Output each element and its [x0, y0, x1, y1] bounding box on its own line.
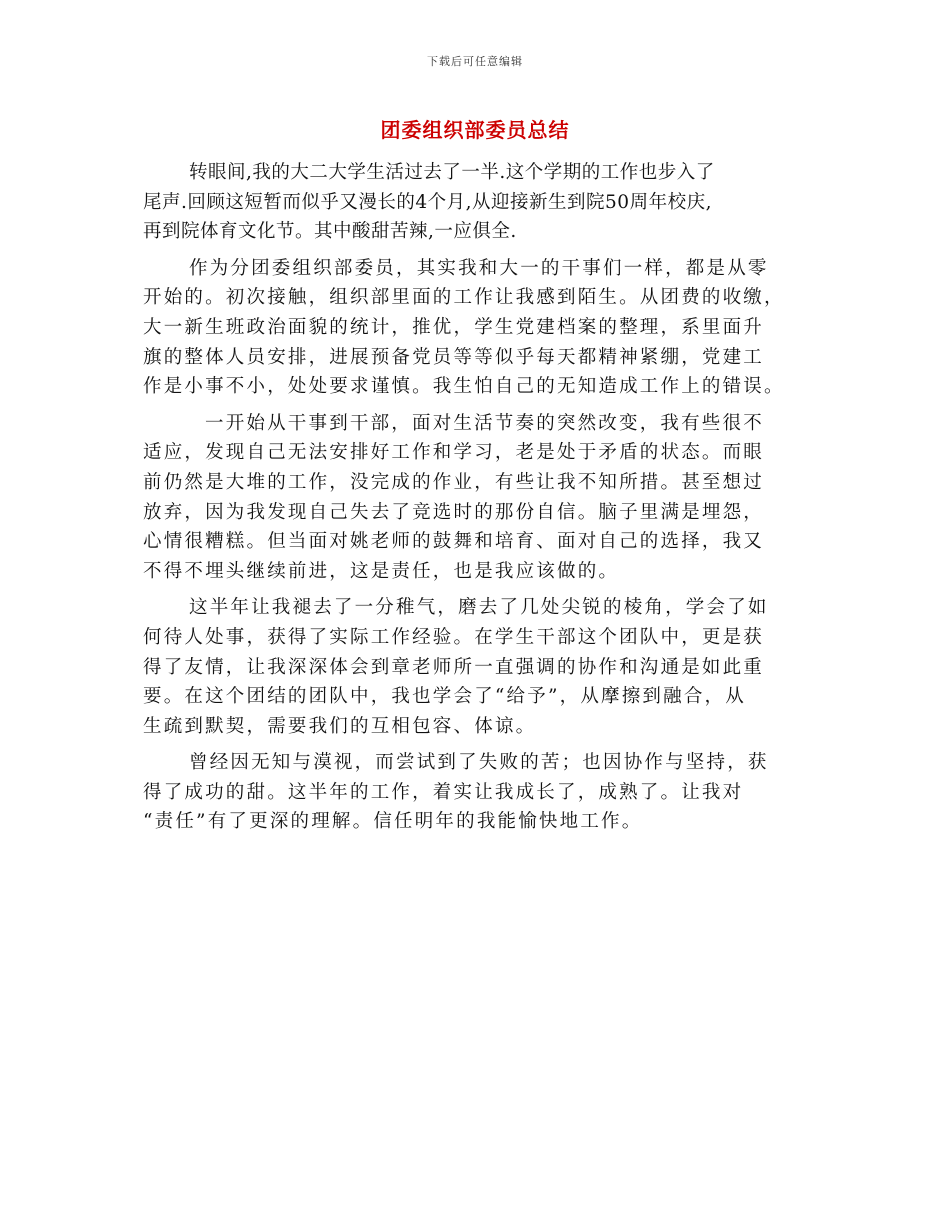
- paragraph-4: [143, 593, 813, 741]
- paragraph-line: 不得不埋头继续前进，这是责任，也是我应该做的。: [143, 560, 620, 582]
- paragraph-line: 前仍然是大堆的工作，没完成的作业，有些让我不知所措。甚至想过: [143, 471, 765, 493]
- document-title: 团委组织部委员总结: [380, 118, 570, 142]
- paragraph-5: [143, 748, 813, 837]
- paragraph-line: 再到院体育文化节。其中酸甜苦辣,一应俱全.: [143, 221, 517, 243]
- paragraph-line: 作为分团委组织部委员，其实我和大一的干事们一样，都是从零: [189, 257, 769, 279]
- paragraph-line: 生疏到默契，需要我们的互相包容、体谅。: [143, 715, 537, 737]
- paragraph-3: [143, 409, 813, 587]
- header-note: 下载后可任意编辑: [427, 55, 523, 68]
- paragraph-line: 何待人处事，获得了实际工作经验。在学生干部这个团队中，更是获: [143, 626, 765, 648]
- paragraph-line: 曾经因无知与漠视，而尝试到了失败的苦；也因协作与坚持，获: [189, 752, 769, 774]
- paragraph-line: 放弃，因为我发现自己失去了竞选时的那份自信。脑子里满是埋怨，: [143, 501, 765, 523]
- paragraph-line: 尾声.回顾这短暂而似乎又漫长的4个月,从迎接新生到院50周年校庆,: [143, 191, 712, 213]
- paragraph-line: 这半年让我褪去了一分稚气，磨去了几处尖锐的棱角，学会了如: [189, 597, 769, 619]
- paragraph-line: 旗的整体人员安排，进展预备党员等等似乎每天都精神紧绷，党建工: [143, 346, 765, 368]
- paragraph-line: 要。在这个团结的团队中，我也学会了“给予”，从摩擦到融合，从: [143, 686, 746, 708]
- paragraph-line: 得了友情，让我深深体会到章老师所一直强调的协作和沟通是如此重: [143, 656, 765, 678]
- paragraph-line: 开始的。初次接触，组织部里面的工作让我感到陌生。从团费的收缴，: [143, 287, 785, 309]
- paragraph-line: 得了成功的甜。这半年的工作，着实让我成长了，成熟了。让我对: [143, 781, 744, 803]
- document-body: [143, 158, 813, 837]
- paragraph-line: 作是小事不小，处处要求谨慎。我生怕自己的无知造成工作上的错误。: [143, 376, 785, 398]
- paragraph-line: 转眼间,我的大二大学生活过去了一半.这个学期的工作也步入了: [189, 162, 715, 183]
- paragraph-line: “责任”有了更深的理解。信任明年的我能愉快地工作。: [143, 811, 643, 833]
- paragraph-line: 一开始从干事到干部，面对生活节奏的突然改变，我有些很不: [205, 412, 764, 434]
- paragraph-2: [143, 254, 813, 402]
- paragraph-line: 大一新生班政治面貌的统计，推优，学生党建档案的整理，系里面升: [143, 316, 765, 338]
- paragraph-1: [143, 158, 813, 247]
- paragraph-line: 心情很糟糕。但当面对姚老师的鼓舞和培育、面对自己的选择，我又: [143, 531, 765, 553]
- paragraph-line: 适应，发现自己无法安排好工作和学习，老是处于矛盾的状态。而眼: [143, 442, 765, 464]
